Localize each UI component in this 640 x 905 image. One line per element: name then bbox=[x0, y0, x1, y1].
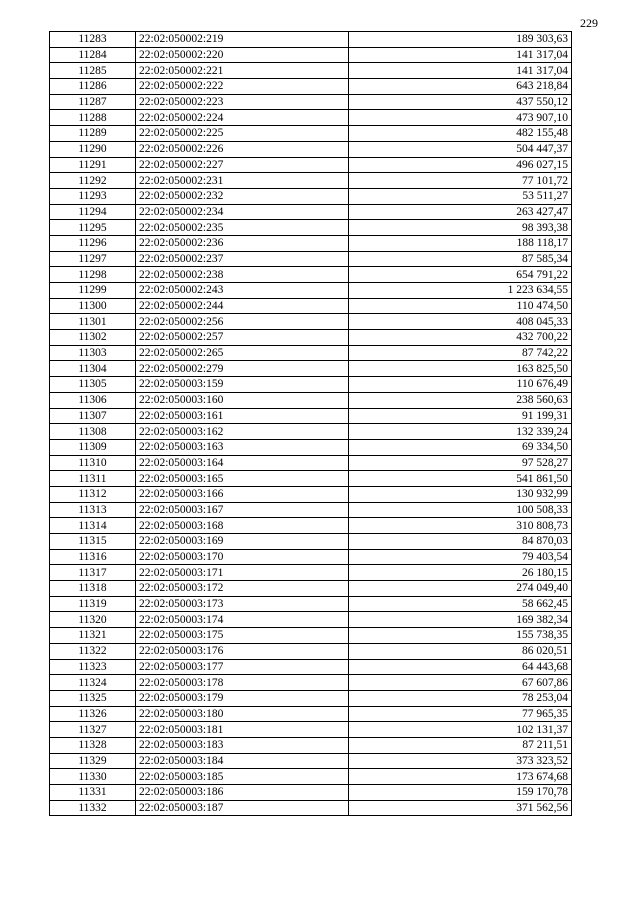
value-cell: 100 508,33 bbox=[349, 502, 572, 518]
table-row bbox=[50, 204, 572, 220]
row-number-cell: 11292 bbox=[50, 173, 136, 189]
cadastral-number-cell: 22:02:050002:223 bbox=[136, 94, 349, 110]
table-row bbox=[50, 596, 572, 612]
cadastral-number-cell: 22:02:050002:232 bbox=[136, 188, 349, 204]
value-cell: 654 791,22 bbox=[349, 267, 572, 283]
value-cell: 163 825,50 bbox=[349, 361, 572, 377]
table-row bbox=[50, 628, 572, 644]
table-row bbox=[50, 79, 572, 95]
cadastral-number-cell: 22:02:050003:185 bbox=[136, 769, 349, 785]
cadastral-number-cell: 22:02:050002:222 bbox=[136, 79, 349, 95]
value-cell: 58 662,45 bbox=[349, 596, 572, 612]
cadastral-number-cell: 22:02:050002:219 bbox=[136, 32, 349, 48]
row-number-cell: 11312 bbox=[50, 486, 136, 502]
table-row bbox=[50, 220, 572, 236]
cadastral-number-cell: 22:02:050002:235 bbox=[136, 220, 349, 236]
cadastral-number-cell: 22:02:050003:169 bbox=[136, 534, 349, 550]
value-cell: 496 027,15 bbox=[349, 157, 572, 173]
table-row bbox=[50, 63, 572, 79]
row-number-cell: 11300 bbox=[50, 298, 136, 314]
table-row bbox=[50, 235, 572, 251]
table-row bbox=[50, 518, 572, 534]
row-number-cell: 11320 bbox=[50, 612, 136, 628]
row-number-cell: 11290 bbox=[50, 141, 136, 157]
value-cell: 541 861,50 bbox=[349, 471, 572, 487]
row-number-cell: 11297 bbox=[50, 251, 136, 267]
table-row bbox=[50, 549, 572, 565]
table-row bbox=[50, 675, 572, 691]
cadastral-number-cell: 22:02:050003:165 bbox=[136, 471, 349, 487]
table-row bbox=[50, 408, 572, 424]
value-cell: 159 170,78 bbox=[349, 785, 572, 801]
cadastral-number-cell: 22:02:050003:162 bbox=[136, 424, 349, 440]
table-row bbox=[50, 298, 572, 314]
row-number-cell: 11323 bbox=[50, 659, 136, 675]
cadastral-number-cell: 22:02:050003:159 bbox=[136, 377, 349, 393]
cadastral-number-cell: 22:02:050002:238 bbox=[136, 267, 349, 283]
cadastral-number-cell: 22:02:050003:164 bbox=[136, 455, 349, 471]
cadastral-number-cell: 22:02:050003:184 bbox=[136, 753, 349, 769]
value-cell: 77 101,72 bbox=[349, 173, 572, 189]
cadastral-number-cell: 22:02:050003:171 bbox=[136, 565, 349, 581]
table-row bbox=[50, 110, 572, 126]
table-row bbox=[50, 141, 572, 157]
row-number-cell: 11318 bbox=[50, 581, 136, 597]
row-number-cell: 11317 bbox=[50, 565, 136, 581]
cadastral-number-cell: 22:02:050003:178 bbox=[136, 675, 349, 691]
table-row bbox=[50, 283, 572, 299]
row-number-cell: 11295 bbox=[50, 220, 136, 236]
cadastral-number-cell: 22:02:050002:243 bbox=[136, 283, 349, 299]
cadastral-number-cell: 22:02:050003:168 bbox=[136, 518, 349, 534]
table-row bbox=[50, 188, 572, 204]
value-cell: 110 474,50 bbox=[349, 298, 572, 314]
cadastral-number-cell: 22:02:050003:160 bbox=[136, 392, 349, 408]
cadastral-number-cell: 22:02:050003:179 bbox=[136, 690, 349, 706]
row-number-cell: 11332 bbox=[50, 800, 136, 816]
value-cell: 155 738,35 bbox=[349, 628, 572, 644]
row-number-cell: 11330 bbox=[50, 769, 136, 785]
cadastral-number-cell: 22:02:050002:234 bbox=[136, 204, 349, 220]
value-cell: 97 528,27 bbox=[349, 455, 572, 471]
value-cell: 263 427,47 bbox=[349, 204, 572, 220]
value-cell: 69 334,50 bbox=[349, 439, 572, 455]
row-number-cell: 11331 bbox=[50, 785, 136, 801]
table-row bbox=[50, 737, 572, 753]
row-number-cell: 11321 bbox=[50, 628, 136, 644]
table-row bbox=[50, 455, 572, 471]
cadastral-number-cell: 22:02:050003:161 bbox=[136, 408, 349, 424]
cadastral-number-cell: 22:02:050003:172 bbox=[136, 581, 349, 597]
value-cell: 67 607,86 bbox=[349, 675, 572, 691]
cadastral-number-cell: 22:02:050002:265 bbox=[136, 345, 349, 361]
value-cell: 238 560,63 bbox=[349, 392, 572, 408]
value-cell: 77 965,35 bbox=[349, 706, 572, 722]
row-number-cell: 11304 bbox=[50, 361, 136, 377]
value-cell: 98 393,38 bbox=[349, 220, 572, 236]
row-number-cell: 11329 bbox=[50, 753, 136, 769]
value-cell: 91 199,31 bbox=[349, 408, 572, 424]
row-number-cell: 11289 bbox=[50, 126, 136, 142]
table-row bbox=[50, 785, 572, 801]
table-row bbox=[50, 722, 572, 738]
cadastral-number-cell: 22:02:050003:187 bbox=[136, 800, 349, 816]
table-row bbox=[50, 565, 572, 581]
row-number-cell: 11319 bbox=[50, 596, 136, 612]
table-row bbox=[50, 314, 572, 330]
cadastral-number-cell: 22:02:050002:231 bbox=[136, 173, 349, 189]
row-number-cell: 11311 bbox=[50, 471, 136, 487]
value-cell: 173 674,68 bbox=[349, 769, 572, 785]
row-number-cell: 11313 bbox=[50, 502, 136, 518]
table-row bbox=[50, 392, 572, 408]
table-row bbox=[50, 267, 572, 283]
table-row bbox=[50, 753, 572, 769]
cadastral-number-cell: 22:02:050003:166 bbox=[136, 486, 349, 502]
table-row bbox=[50, 251, 572, 267]
cadastral-number-cell: 22:02:050002:225 bbox=[136, 126, 349, 142]
cadastral-value-table bbox=[49, 31, 572, 816]
table-row bbox=[50, 32, 572, 48]
value-cell: 141 317,04 bbox=[349, 47, 572, 63]
cadastral-number-cell: 22:02:050003:170 bbox=[136, 549, 349, 565]
row-number-cell: 11314 bbox=[50, 518, 136, 534]
cadastral-number-cell: 22:02:050002:226 bbox=[136, 141, 349, 157]
table-row bbox=[50, 361, 572, 377]
row-number-cell: 11298 bbox=[50, 267, 136, 283]
value-cell: 189 303,63 bbox=[349, 32, 572, 48]
value-cell: 141 317,04 bbox=[349, 63, 572, 79]
value-cell: 274 049,40 bbox=[349, 581, 572, 597]
table-row bbox=[50, 439, 572, 455]
value-cell: 132 339,24 bbox=[349, 424, 572, 440]
value-cell: 482 155,48 bbox=[349, 126, 572, 142]
row-number-cell: 11316 bbox=[50, 549, 136, 565]
cadastral-number-cell: 22:02:050003:176 bbox=[136, 643, 349, 659]
table-row bbox=[50, 706, 572, 722]
value-cell: 371 562,56 bbox=[349, 800, 572, 816]
cadastral-number-cell: 22:02:050003:163 bbox=[136, 439, 349, 455]
value-cell: 188 118,17 bbox=[349, 235, 572, 251]
row-number-cell: 11324 bbox=[50, 675, 136, 691]
row-number-cell: 11309 bbox=[50, 439, 136, 455]
row-number-cell: 11328 bbox=[50, 737, 136, 753]
row-number-cell: 11322 bbox=[50, 643, 136, 659]
table-row bbox=[50, 534, 572, 550]
table-row bbox=[50, 612, 572, 628]
row-number-cell: 11286 bbox=[50, 79, 136, 95]
value-cell: 643 218,84 bbox=[349, 79, 572, 95]
row-number-cell: 11326 bbox=[50, 706, 136, 722]
row-number-cell: 11308 bbox=[50, 424, 136, 440]
value-cell: 310 808,73 bbox=[349, 518, 572, 534]
value-cell: 53 511,27 bbox=[349, 188, 572, 204]
row-number-cell: 11302 bbox=[50, 330, 136, 346]
table-row bbox=[50, 424, 572, 440]
table-row bbox=[50, 659, 572, 675]
row-number-cell: 11306 bbox=[50, 392, 136, 408]
row-number-cell: 11325 bbox=[50, 690, 136, 706]
table-row bbox=[50, 173, 572, 189]
value-cell: 87 211,51 bbox=[349, 737, 572, 753]
value-cell: 437 550,12 bbox=[349, 94, 572, 110]
value-cell: 102 131,37 bbox=[349, 722, 572, 738]
cadastral-number-cell: 22:02:050003:181 bbox=[136, 722, 349, 738]
row-number-cell: 11315 bbox=[50, 534, 136, 550]
cadastral-number-cell: 22:02:050002:227 bbox=[136, 157, 349, 173]
value-cell: 169 382,34 bbox=[349, 612, 572, 628]
row-number-cell: 11296 bbox=[50, 235, 136, 251]
table-row bbox=[50, 486, 572, 502]
table-row bbox=[50, 502, 572, 518]
cadastral-number-cell: 22:02:050003:174 bbox=[136, 612, 349, 628]
row-number-cell: 11310 bbox=[50, 455, 136, 471]
row-number-cell: 11287 bbox=[50, 94, 136, 110]
table-row bbox=[50, 769, 572, 785]
cadastral-number-cell: 22:02:050002:257 bbox=[136, 330, 349, 346]
cadastral-number-cell: 22:02:050003:167 bbox=[136, 502, 349, 518]
row-number-cell: 11283 bbox=[50, 32, 136, 48]
cadastral-number-cell: 22:02:050002:244 bbox=[136, 298, 349, 314]
value-cell: 78 253,04 bbox=[349, 690, 572, 706]
value-cell: 26 180,15 bbox=[349, 565, 572, 581]
row-number-cell: 11291 bbox=[50, 157, 136, 173]
table-row bbox=[50, 330, 572, 346]
row-number-cell: 11288 bbox=[50, 110, 136, 126]
cadastral-number-cell: 22:02:050003:180 bbox=[136, 706, 349, 722]
table-row bbox=[50, 94, 572, 110]
row-number-cell: 11299 bbox=[50, 283, 136, 299]
table-row bbox=[50, 690, 572, 706]
row-number-cell: 11285 bbox=[50, 63, 136, 79]
row-number-cell: 11294 bbox=[50, 204, 136, 220]
row-number-cell: 11293 bbox=[50, 188, 136, 204]
cadastral-number-cell: 22:02:050003:186 bbox=[136, 785, 349, 801]
row-number-cell: 11305 bbox=[50, 377, 136, 393]
table-row bbox=[50, 157, 572, 173]
table-row bbox=[50, 800, 572, 816]
value-cell: 87 742,22 bbox=[349, 345, 572, 361]
cadastral-number-cell: 22:02:050003:183 bbox=[136, 737, 349, 753]
value-cell: 432 700,22 bbox=[349, 330, 572, 346]
page-number: 229 bbox=[580, 16, 598, 30]
value-cell: 84 870,03 bbox=[349, 534, 572, 550]
table-row bbox=[50, 345, 572, 361]
value-cell: 373 323,52 bbox=[349, 753, 572, 769]
row-number-cell: 11301 bbox=[50, 314, 136, 330]
cadastral-number-cell: 22:02:050003:175 bbox=[136, 628, 349, 644]
row-number-cell: 11284 bbox=[50, 47, 136, 63]
table-body bbox=[50, 32, 572, 816]
row-number-cell: 11303 bbox=[50, 345, 136, 361]
table-row bbox=[50, 471, 572, 487]
cadastral-number-cell: 22:02:050002:237 bbox=[136, 251, 349, 267]
cadastral-number-cell: 22:02:050002:256 bbox=[136, 314, 349, 330]
value-cell: 473 907,10 bbox=[349, 110, 572, 126]
cadastral-number-cell: 22:02:050003:173 bbox=[136, 596, 349, 612]
cadastral-number-cell: 22:02:050002:224 bbox=[136, 110, 349, 126]
cadastral-number-cell: 22:02:050002:220 bbox=[136, 47, 349, 63]
value-cell: 110 676,49 bbox=[349, 377, 572, 393]
value-cell: 504 447,37 bbox=[349, 141, 572, 157]
cadastral-number-cell: 22:02:050002:236 bbox=[136, 235, 349, 251]
value-cell: 130 932,99 bbox=[349, 486, 572, 502]
value-cell: 408 045,33 bbox=[349, 314, 572, 330]
value-cell: 64 443,68 bbox=[349, 659, 572, 675]
value-cell: 79 403,54 bbox=[349, 549, 572, 565]
row-number-cell: 11307 bbox=[50, 408, 136, 424]
cadastral-number-cell: 22:02:050002:221 bbox=[136, 63, 349, 79]
value-cell: 87 585,34 bbox=[349, 251, 572, 267]
table-row bbox=[50, 643, 572, 659]
value-cell: 1 223 634,55 bbox=[349, 283, 572, 299]
table-row bbox=[50, 377, 572, 393]
cadastral-number-cell: 22:02:050003:177 bbox=[136, 659, 349, 675]
table-row bbox=[50, 47, 572, 63]
row-number-cell: 11327 bbox=[50, 722, 136, 738]
table-row bbox=[50, 126, 572, 142]
value-cell: 86 020,51 bbox=[349, 643, 572, 659]
table-row bbox=[50, 581, 572, 597]
cadastral-number-cell: 22:02:050002:279 bbox=[136, 361, 349, 377]
